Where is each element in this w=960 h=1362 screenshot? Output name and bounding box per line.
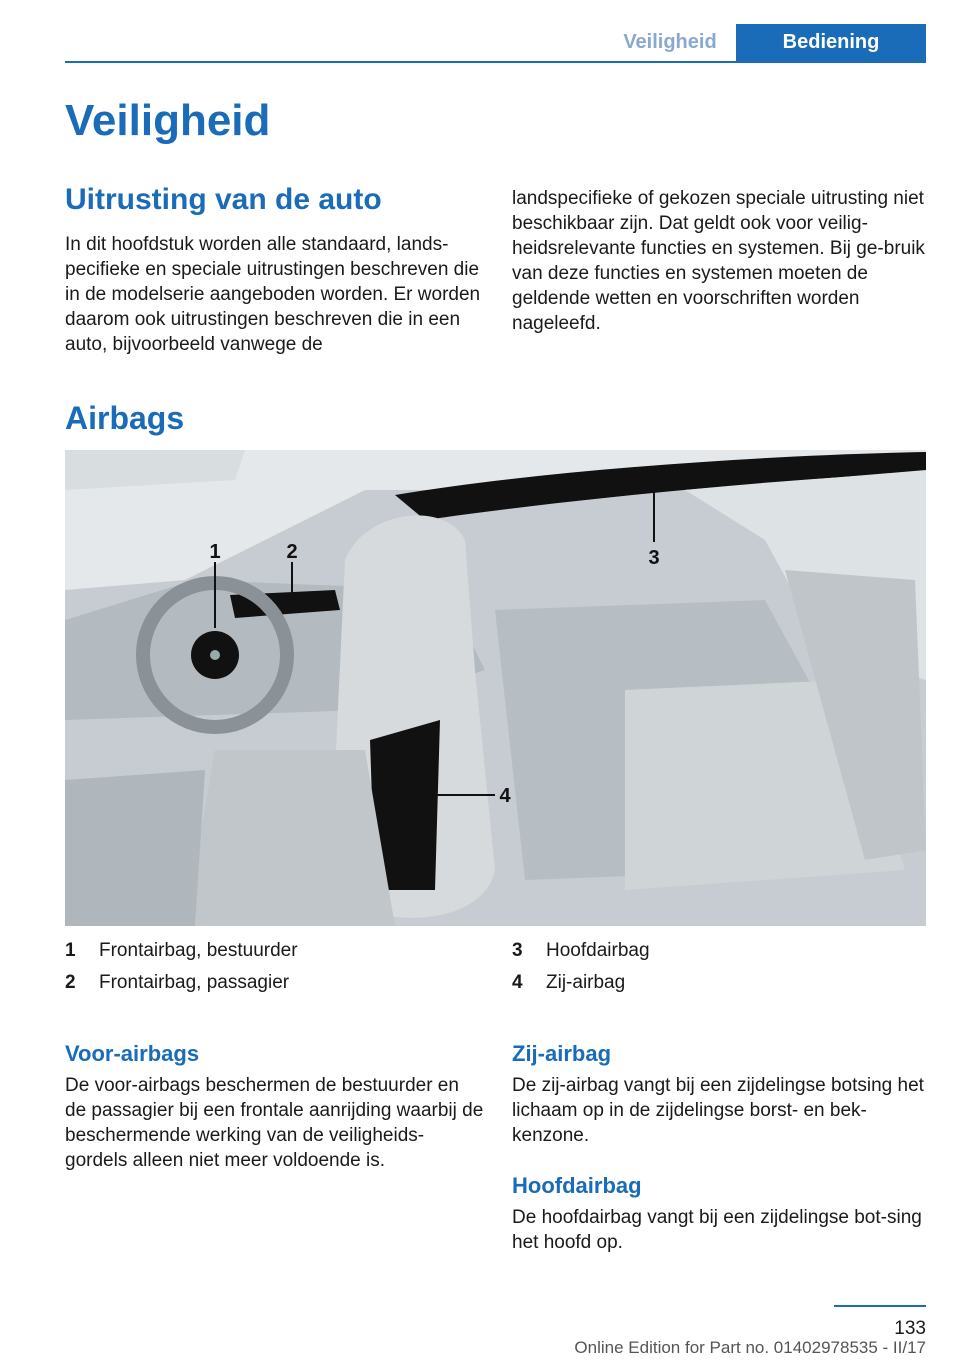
legend-item [65, 938, 298, 963]
callout-4: 4 [499, 785, 511, 807]
voor-airbags-text: De voor-airbags beschermen de bestuurder en de passagier bij een frontale aanrijding waarbij de beschermende werking van de veiligheids-gordels alleen niet meer voldoende is. [65, 1075, 484, 1171]
section-title: Uitrusting van de auto [65, 183, 382, 216]
intro-paragraph-right: landspecifieke of gekozen speciale uitrusting niet beschikbaar zijn. Dat geldt ook voor veilig-heidsrelevante functies en systemen. Bij ge-bruik van deze functies en systemen moeten de geldende wetten en voorschriften worden nageleefd. [512, 188, 925, 334]
header-tab-veiligheid[interactable]: Veiligheid [623, 31, 717, 53]
legend-text: Frontairbag, bestuurder [99, 940, 298, 961]
legend-text: Hoofdairbag [546, 940, 650, 961]
legend-text: Frontairbag, passagier [99, 972, 290, 993]
legend-text: Zij-airbag [546, 972, 626, 993]
legend-item [65, 970, 289, 995]
zij-airbag-title: Zij-airbag [512, 1041, 612, 1066]
page-number: 133 [894, 1318, 926, 1339]
intro-paragraph-left: In dit hoofdstuk worden alle standaard, lands-pecifieke en speciale uitrustingen beschreven die in de modelserie aangeboden worden. Er worden daarom ook uitrustingen beschreven die in een auto, bijvoorbeeld vanwege de [65, 234, 481, 355]
callout-1: 1 [209, 541, 221, 563]
callout-3: 3 [648, 547, 660, 569]
voor-airbags-title: Voor-airbags [65, 1041, 200, 1066]
legend-item [512, 938, 650, 963]
chapter-title: Veiligheid [65, 96, 271, 145]
zij-airbag-text: De zij-airbag vangt bij een zijdelingse botsing het lichaam op in de zijdelingse borst- en bek-kenzone. [512, 1075, 924, 1146]
callout-2: 2 [286, 541, 298, 563]
legend-number: 2 [65, 972, 76, 993]
header-divider [65, 61, 926, 63]
hoofdairbag-title: Hoofdairbag [512, 1173, 642, 1198]
footer-divider [834, 1305, 926, 1307]
legend-number: 4 [512, 972, 523, 993]
hoofdairbag-text: De hoofdairbag vangt bij een zijdelingse bot-sing het hoofd op. [512, 1207, 922, 1253]
legend-number: 3 [512, 940, 523, 961]
airbags-title: Airbags [65, 400, 185, 436]
legend-item [512, 970, 625, 995]
airbag-illustration [65, 450, 926, 926]
edition-footer: Online Edition for Part no. 01402978535 - II/17 [574, 1338, 926, 1357]
legend-number: 1 [65, 940, 76, 961]
car-interior-drawing [65, 450, 926, 926]
header-tab-bediening[interactable]: Bediening [736, 24, 926, 61]
